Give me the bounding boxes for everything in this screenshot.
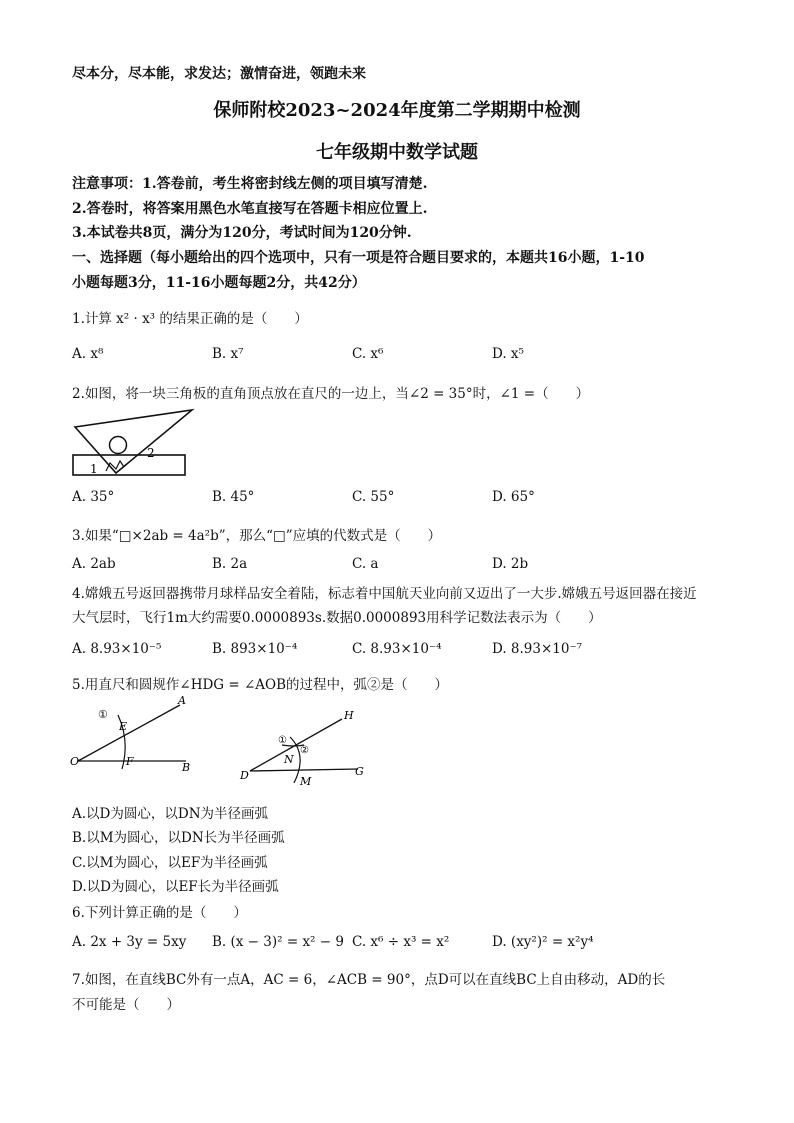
point-h-label: H <box>344 709 354 722</box>
q3-option-b: B. 2a <box>212 556 248 572</box>
q1-option-a: A. x⁸ <box>72 346 104 362</box>
angle-1-label: 1 <box>90 462 98 476</box>
ruler-triangle-figure <box>70 405 200 481</box>
q5-option-c: C.以M为圆心，以EF为半径画弧 <box>72 855 268 871</box>
right-arc-2-label: ② <box>300 745 309 756</box>
question-7-stem-line-2: 不可能是（ ） <box>72 997 180 1013</box>
q4-option-c: C. 8.93×10⁻⁴ <box>352 641 442 657</box>
point-b-label: B <box>182 761 191 774</box>
point-f-label: F <box>126 755 134 768</box>
q2-option-a: A. 35° <box>72 489 115 505</box>
triangle-hole <box>110 437 127 454</box>
exam-title: 保师附校2023~2024年度第二学期期中检测 <box>213 100 581 121</box>
question-2-stem: 2.如图，将一块三角板的直角顶点放在直尺的一边上，当∠2 = 35°时，∠1 =（ ） <box>72 386 590 402</box>
note-2: 2.答卷时，将答案用黑色水笔直接写在答题卡相应位置上. <box>72 201 428 217</box>
q6-option-d: D. (xy²)² = x²y⁴ <box>492 934 594 950</box>
note-1: 注意事项：1.答卷前，考生将密封线左侧的项目填写清楚. <box>72 176 428 192</box>
ray-oa <box>78 705 180 761</box>
point-e-label: E <box>119 720 128 733</box>
q1-option-b: B. x⁷ <box>212 346 244 362</box>
q3-option-c: C. a <box>352 556 379 572</box>
motto: 尽本分，尽本能，求发达；激情奋进，领跑未来 <box>72 66 366 82</box>
question-7-stem-line-1: 7.如图，在直线BC外有一点A，AC = 6，∠ACB = 90°，点D可以在直线BC上自由移动，AD的长 <box>72 972 666 988</box>
q6-option-a: A. 2x + 3y = 5xy <box>72 934 187 950</box>
question-4-stem-line-2: 大气层时，飞行1m大约需要0.0000893s.数据0.0000893用科学记数法表示为（ ） <box>72 610 602 626</box>
q5-option-a: A.以D为圆心，以DN为半径画弧 <box>72 806 269 822</box>
q1-option-d: D. x⁵ <box>492 346 524 362</box>
q6-option-b: B. (x − 3)² = x² − 9 <box>212 934 344 950</box>
point-a-label: A <box>178 694 186 707</box>
compass-construction-figure <box>68 693 378 793</box>
exam-subtitle: 七年级期中数学试题 <box>316 142 478 163</box>
point-o-label: O <box>70 755 80 768</box>
q4-option-a: A. 8.93×10⁻⁵ <box>72 641 162 657</box>
section-instructions-line-2: 小题每题3分，11-16小题每题2分，共42分） <box>72 275 366 291</box>
angle-2-label: 2 <box>147 446 155 460</box>
point-m-label: M <box>300 775 312 788</box>
point-n-label: N <box>284 753 294 766</box>
q5-option-d: D.以D为圆心，以EF长为半径画弧 <box>72 879 279 895</box>
section-instructions-line-1: 一、选择题（每小题给出的四个选项中，只有一项是符合题目要求的，本题共16小题，1-10 <box>72 250 645 266</box>
q1-option-c: C. x⁶ <box>352 346 384 362</box>
q2-option-d: D. 65° <box>492 489 535 505</box>
note-3: 3.本试卷共8页，满分为120分，考试时间为120分钟. <box>72 225 412 241</box>
question-4-stem-line-1: 4.嫦娥五号返回器携带月球样品安全着陆，标志着中国航天业向前又迈出了一大步.嫦娥五号返回器在接近 <box>72 586 697 602</box>
right-arc-1-label: ① <box>278 735 287 746</box>
q6-option-c: C. x⁶ ÷ x³ = x² <box>352 934 450 950</box>
point-d-label: D <box>240 769 249 782</box>
question-6-stem: 6.下列计算正确的是（ ） <box>72 905 247 921</box>
point-g-label: G <box>355 765 364 778</box>
question-5-stem: 5.用直尺和圆规作∠HDG = ∠AOB的过程中，弧②是（ ） <box>72 677 449 693</box>
q4-option-d: D. 8.93×10⁻⁷ <box>492 641 583 657</box>
q2-option-c: C. 55° <box>352 489 395 505</box>
q3-option-a: A. 2ab <box>72 556 116 572</box>
q5-option-b: B.以M为圆心，以DN长为半径画弧 <box>72 830 285 846</box>
ray-dg <box>250 769 358 771</box>
left-arc-1-label: ① <box>98 708 108 721</box>
question-3-stem: 3.如果“□×2ab = 4a²b”，那么“□”应填的代数式是（ ） <box>72 528 442 544</box>
q4-option-b: B. 893×10⁻⁴ <box>212 641 298 657</box>
q2-option-b: B. 45° <box>212 489 255 505</box>
q3-option-d: D. 2b <box>492 556 529 572</box>
question-1-stem: 1.计算 x² · x³ 的结果正确的是（ ） <box>72 311 308 327</box>
